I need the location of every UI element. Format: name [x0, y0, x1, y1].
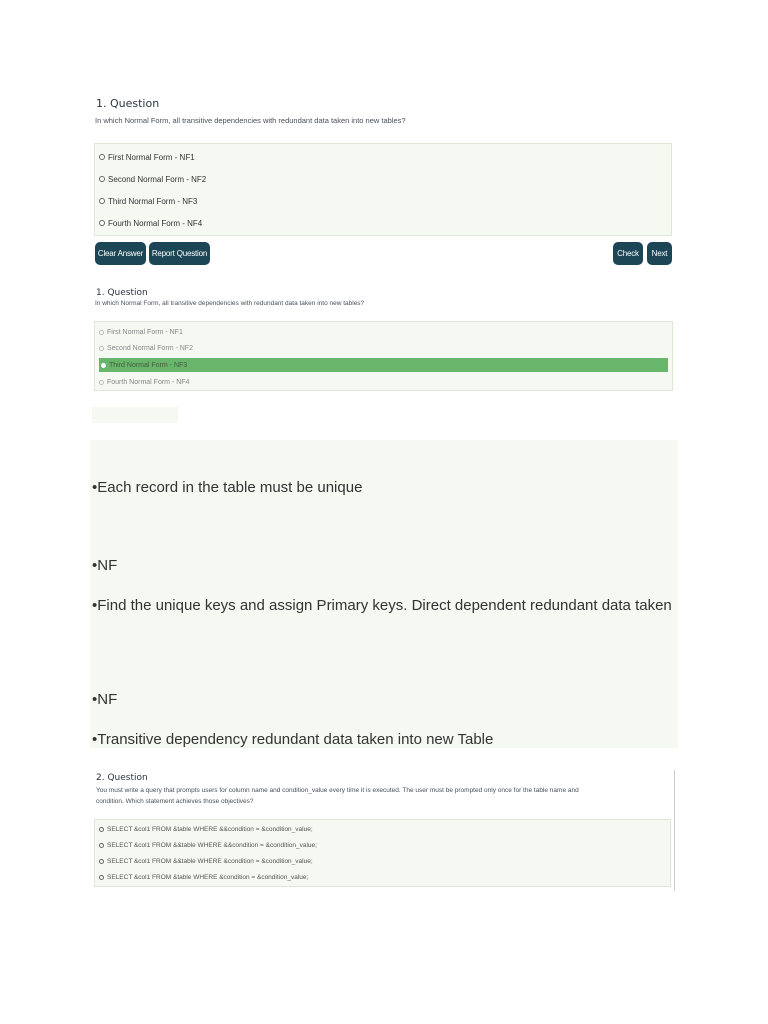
- option-c[interactable]: SELECT &col1 FROM &&table WHERE &condition = &condition_value;: [99, 855, 666, 868]
- radio-icon[interactable]: [99, 220, 105, 226]
- option-nf3[interactable]: Third Normal Form - NF3: [99, 194, 667, 208]
- radio-icon[interactable]: [99, 176, 105, 182]
- answer-options: [94, 143, 672, 236]
- explanation-line: •Find the unique keys and assign Primary keys. Direct dependent redundant data taken: [92, 597, 672, 614]
- divider: [674, 770, 675, 891]
- option-d[interactable]: SELECT &col1 FROM &table WHERE &condition = &condition_value;: [99, 871, 666, 884]
- radio-icon[interactable]: [99, 875, 104, 880]
- question-prompt-line1: You must write a query that prompts users for column name and condition_value every time it is executed. The user must be prompted only once for the table name and: [96, 787, 579, 794]
- explanation-line: •NF: [92, 557, 118, 574]
- option-b[interactable]: SELECT &col1 FROM &&table WHERE &&condition = &condition_value;: [99, 839, 666, 852]
- radio-icon[interactable]: [99, 843, 104, 848]
- radio-icon[interactable]: [99, 154, 105, 160]
- check-button[interactable]: Check: [613, 242, 643, 265]
- question-title: 1. Question: [96, 97, 160, 110]
- question-prompt: In which Normal Form, all transitive dependencies with redundant data taken into new tables?: [95, 300, 365, 307]
- radio-icon[interactable]: [101, 363, 106, 368]
- answer-options: [94, 321, 673, 391]
- radio-icon[interactable]: [99, 346, 104, 351]
- answer-options: [94, 819, 671, 887]
- report-question-button[interactable]: Report Question: [149, 242, 210, 265]
- question-title: 2. Question: [96, 773, 148, 783]
- question-title: 1. Question: [96, 288, 148, 298]
- option-nf3-selected[interactable]: Third Normal Form - NF3: [99, 358, 668, 372]
- radio-icon[interactable]: [99, 330, 104, 335]
- explanation-line: •Each record in the table must be unique: [92, 479, 363, 496]
- explanation-line: •NF: [92, 691, 118, 708]
- clear-answer-button[interactable]: Clear Answer: [95, 242, 146, 265]
- radio-icon[interactable]: [99, 380, 104, 385]
- option-nf4[interactable]: Fourth Normal Form - NF4: [99, 375, 668, 389]
- option-nf2[interactable]: Second Normal Form - NF2: [99, 172, 667, 186]
- question-prompt: In which Normal Form, all transitive dependencies with redundant data taken into new tables?: [95, 116, 406, 125]
- placeholder-block: [92, 407, 178, 423]
- radio-icon[interactable]: [99, 827, 104, 832]
- option-nf1[interactable]: First Normal Form - NF1: [99, 325, 668, 339]
- question-prompt-line2: condition. Which statement achieves those objectives?: [96, 798, 254, 805]
- radio-icon[interactable]: [99, 859, 104, 864]
- option-nf1[interactable]: First Normal Form - NF1: [99, 150, 667, 164]
- explanation-line: •Transitive dependency redundant data taken into new Table: [92, 731, 494, 748]
- option-nf2[interactable]: Second Normal Form - NF2: [99, 341, 668, 355]
- radio-icon[interactable]: [99, 198, 105, 204]
- next-button[interactable]: Next: [647, 242, 672, 265]
- option-a[interactable]: SELECT &col1 FROM &table WHERE &&condition = &condition_value;: [99, 823, 666, 836]
- option-nf4[interactable]: Fourth Normal Form - NF4: [99, 216, 667, 230]
